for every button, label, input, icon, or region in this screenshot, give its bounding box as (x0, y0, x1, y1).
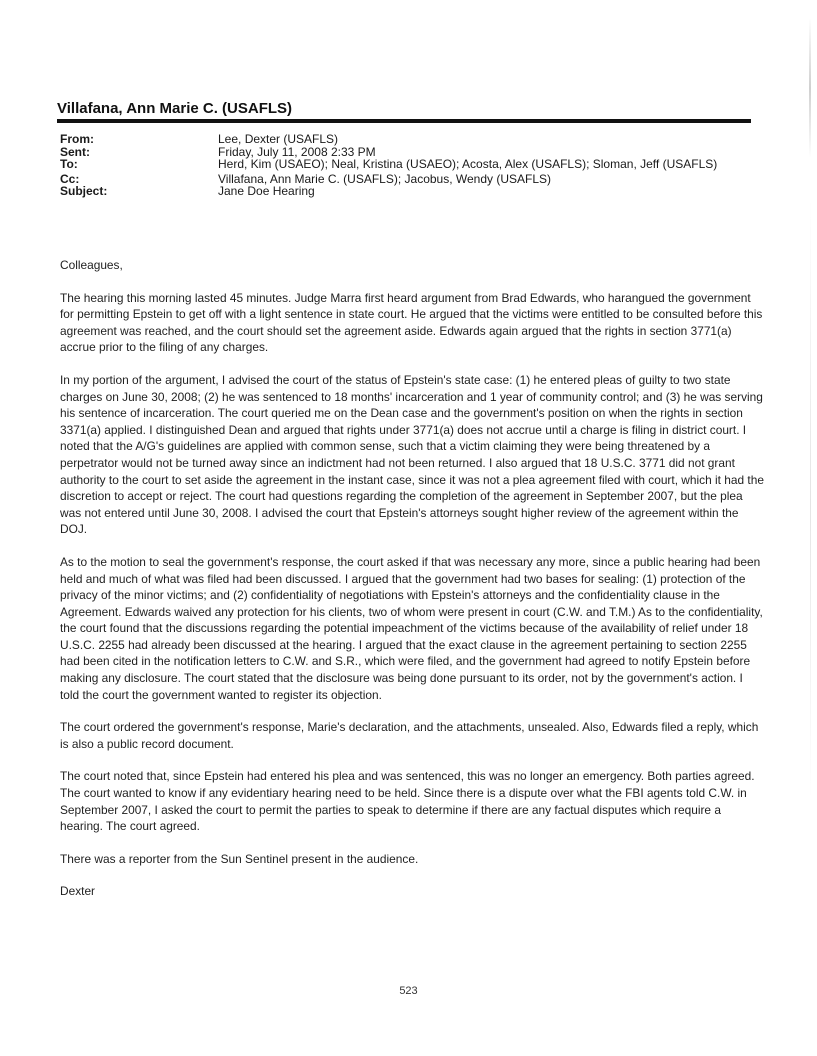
email-body (60, 257, 765, 916)
paragraph-evidentiary-hearing: The court noted that, since Epstein had entered his plea and was sentenced, this was no longer an emergency. Both parties agreed. The court wanted to know if any evidentiary hearing need to be held. Since there is a dispute over what the FBI agents told C.W. in September 2007, I asked the court to permit the parties to speak to determine if there are any factual disputes which require a hearing. The court agreed. (60, 769, 755, 834)
mailbox-owner-name: Villafana, Ann Marie C. (USAFLS) (57, 100, 293, 117)
subject-row (60, 185, 760, 198)
paragraph-argument: In my portion of the argument, I advised the court of the status of Epstein's state case: (1) he entered pleas of guilty to two state charges on June 30, 2008; (2) he was sentenced to 18 months' incarceration and 1 year of community control; and (3) he was serving his sentence of incarceration. The court queried me on the Dean case and the government's position on when the rights in section 3371(a) applied. I distinguished Dean and argued that rights under 3771(a) does not accrue until a charge is filing in district court. I noted that the A/G's guidelines are applied with common sense, such that a victim claiming they were being threatened by a perpetrator would not be turned away since an indictment had not been returned. I also argued that 18 U.S.C. 3771 did not grant authority to the court to set aside the agreement in the instant case, since it was not a plea agreement filed with court, which it had the discretion to accept or reject. The court had questions regarding the completion of the agreement in September 2007, but the plea was not entered until June 30, 2008. I advised the court that Epstein's attorneys sought higher review of the agreement within the DOJ. (60, 372, 764, 537)
to-label: To: (60, 157, 78, 172)
paragraph-hearing-summary: The hearing this morning lasted 45 minutes. Judge Marra first heard argument from Brad Edwards, who harangued the government for permitting Epstein to get off with a light sentence in state court. He argued that the victims were entitled to be consulted before this agreement was reached, and the court should set the agreement aside. Edwards again argued that the rights in section 3771(a) accrue prior to the filing of any charges. (60, 290, 763, 355)
greeting: Colleagues, (60, 258, 123, 272)
scan-edge-artifact-lower (810, 200, 811, 800)
signoff: Dexter (60, 884, 96, 899)
cc-label: Cc: (60, 171, 80, 186)
scan-edge-artifact (809, 18, 811, 158)
paragraph-unsealed-order: The court ordered the government's response, Marie's declaration, and the attachments, unsealed. Also, Edwards filed a reply, which is also a public record document. (60, 720, 759, 751)
from-label: From: (60, 132, 94, 146)
cc-row (60, 173, 760, 186)
header-rule (57, 119, 751, 123)
to-row (60, 158, 760, 171)
sent-value: Friday, July 11, 2008 2:33 PM (218, 144, 376, 159)
subject-label: Subject: (60, 184, 108, 199)
page-number: 523 (399, 985, 418, 997)
to-value: Herd, Kim (USAEO); Neal, Kristina (USAEO); Acosta, Alex (USAFLS); Sloman, Jeff (USAFLS) (218, 157, 718, 172)
mailbox-header (57, 100, 751, 123)
paragraph-motion-to-seal: As to the motion to seal the government's response, the court asked if that was necessary any more, since a public hearing had been held and much of what was filed had been discussed. I argued that the government had two bases for sealing: (1) protection of the privacy of the minor victims; and (2) confidentiality of negotiations with Epstein's attorneys and the confidentiality clause in the Agreement. Edwards waived any protection for his clients, two of whom were present in court (C.W. and T.M.) As to the confidentiality, the court found that the discussions regarding the potential impeachment of the victims because of the availability of relief under 18 U.S.C. 2255 had already been discussed at the hearing. I argued that the exact clause in the agreement pertaining to section 2255 had been cited in the notification letters to C.W. and S.R., which were filed, and the government had agreed to notify Epstein before making any disclosure. The court stated that the disclosure was being done pursuant to its order, not by the government's action. I told the court the government wanted to register its objection. (60, 554, 763, 702)
from-row (60, 133, 760, 146)
sent-label: Sent: (60, 144, 90, 159)
paragraph-reporter: There was a reporter from the Sun Sentinel present in the audience. (60, 851, 419, 866)
subject-value: Jane Doe Hearing (218, 184, 315, 199)
email-metadata (60, 133, 760, 198)
from-value: Lee, Dexter (USAFLS) (218, 132, 339, 146)
cc-value: Villafana, Ann Marie C. (USAFLS); Jacobus, Wendy (USAFLS) (218, 171, 552, 186)
